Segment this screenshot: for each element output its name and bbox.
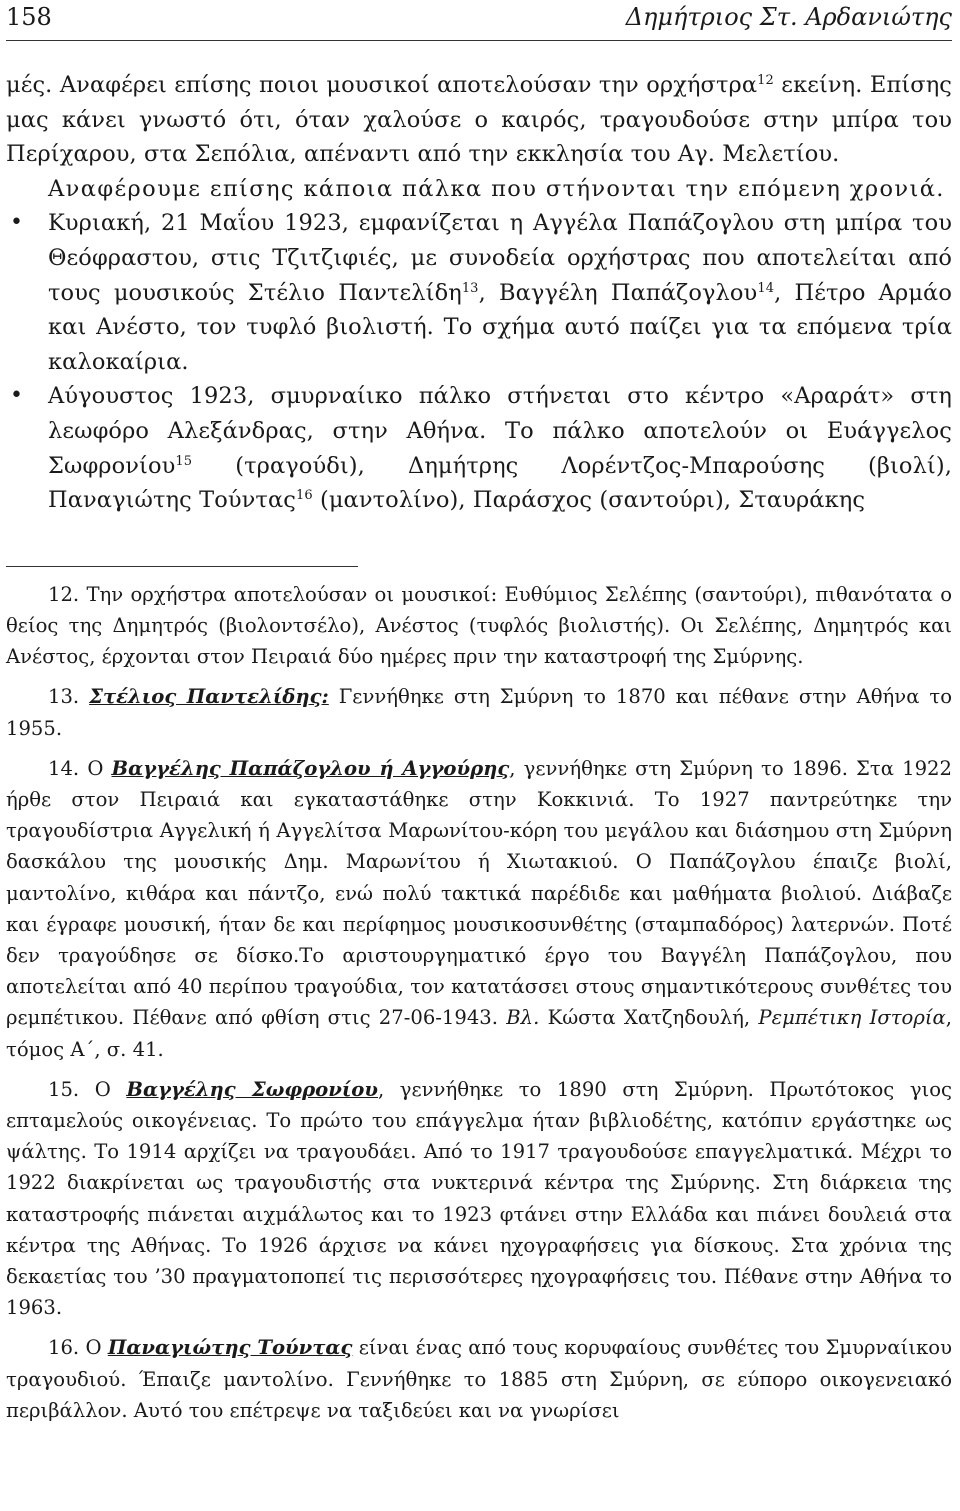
footnote-text: Γεννήθηκε στη Σμύρνη το 1870 και πέθανε στην Αθήνα το 1955. <box>6 685 953 740</box>
events-list <box>6 206 952 517</box>
bullet-icon: • <box>10 210 24 236</box>
page-number: 158 <box>6 3 52 31</box>
events-intro-paragraph: Αναφέρουμε επίσης κάποια πάλκα που στήνονται την επόμενη χρονιά. <box>48 175 945 202</box>
footnotes <box>6 579 952 1426</box>
footnote-15 <box>6 1074 952 1324</box>
footnote-ref-12[interactable]: 12 <box>757 73 774 88</box>
footnote-text: είναι ένας από τους κορυφαίους συνθέτες του Σμυρναίικου τραγουδιού. Έπαιζε μαντολίνο. Γεννήθηκε το 1885 στη Σμύρνη, σε εύπορο οικογενειακό περιβάλλον. Αυτό του επέτρεψε να ταξιδεύει και να γνωρίσει <box>6 1336 952 1422</box>
footnote-12 <box>6 579 952 673</box>
event-2-text-1: Αύγουστος 1923, σμυρναίικο πάλκο στήνεται στο κέντρο «Αραράτ» στη λεωφόρο Αλεξάνδρας, στην Αθήνα. Το πάλκο αποτελούν οι Ευάγγελος Σωφρονίου <box>48 383 952 479</box>
event-2-text-2: (τραγούδι), Δημήτρης Λορέντζος-Μπαρούσης (βιολί), Παναγιώτης Τούντας <box>48 452 952 514</box>
footnote-number: 14. <box>48 756 80 780</box>
footnote-ref-14[interactable]: 14 <box>757 280 775 296</box>
footnote-number: 15. <box>48 1077 80 1101</box>
footnote-article: Ο <box>79 756 112 780</box>
footnote-article: Ο <box>79 1336 108 1360</box>
footnote-ref-16[interactable]: 16 <box>295 488 313 504</box>
footnote-text: Την ορχήστρα αποτελούσαν οι μουσικοί: Ευθύμιος Σελέπης (σαντούρι), πιθανότατα ο θείος της Δημητρός (βιολοντσέλο), Ανέστος (τυφλός βιολιστής). Οι Σελέπης, Δημητρός και Ανέστος, έρχονται στον Πειραιά δύο ημέρες πριν την καταστροφή της Σμύρνης. <box>6 582 952 669</box>
footnote-person-name: Βαγγέλης Παπάζογλου ή Αγγούρης <box>111 756 510 780</box>
footnote-person-name: Βαγγέλης Σωφρονίου <box>126 1077 378 1101</box>
footnote-number: 16. <box>48 1336 80 1360</box>
footnote-article: Ο <box>79 1077 127 1101</box>
event-1-text-1: Κυριακή, 21 Μαΐου 1923, εμφανίζεται η Αγγέλα Παπάζογλου στη μπίρα του Θεόφραστου, στις Τζιτζιφιές, με συνοδεία ορχήστρας που αποτελείται από τους μουσικούς Στέλιο Παντελίδη <box>48 210 952 306</box>
footnote-ref-author: Κώστα Χατζηδουλή, <box>539 1006 759 1030</box>
footnote-14 <box>6 753 952 1065</box>
footnote-ref-15[interactable]: 15 <box>175 453 193 469</box>
footnote-ref-abbrev: Βλ. <box>506 1006 540 1030</box>
intro-text-2: εκείνη. Επίσης μας κάνει γνωστό ότι, όταν χαλούσε ο καιρός, τραγουδούσε στην μπίρα του Περίχαρου, στα Σεπόλια, απέναντι από την εκκλησία του Αγ. Μελετίου. <box>6 72 952 168</box>
bullet-icon: • <box>10 383 24 409</box>
list-item <box>6 379 952 517</box>
event-2-text-3: (μαντολίνο), Παράσχος (σαντούρι), Σταυράκης <box>312 487 866 514</box>
footnote-ref-13[interactable]: 13 <box>461 280 479 296</box>
intro-text-1: μές. Αναφέρει επίσης ποιοι μουσικοί αποτελούσαν την ορχήστρα <box>6 72 758 98</box>
footnote-text: , γεννήθηκε στη Σμύρνη το 1896. Στα 1922 ήρθε στον Πειραιά και εγκαταστάθηκε στην Κοκκινιά. Το 1927 παντρεύτηκε την τραγουδίστρια Αγγελική ή Αγγελίτσα Μαρωνίτου-κόρη του μεγάλου και διάσημου στη Σμύρνη δασκάλου της μουσικής Δημ. Μαρωνίτου ή Χιωτακιού. Ο Παπάζογλου έπαιζε βιολί, μαντολίνο, κιθάρα και πάντζο, ενώ πολύ τακτικά παρέδιδε και μαθήματα βιολιού. Διάβαζε και έγραφε μουσική, ήταν δε και περίφημος μουσικοσυνθέτης (σταμπαδόρος) λατερνών. Ποτέ δεν τραγούδησε σε δίσκο.Το αριστουργηματικό έργο του Βαγγέλη Παπάζογλου, που αποτελείται από 40 περίπου τραγούδια, τον κατατάσσει στους σημαντικότερους συνθέτες του ρεμπέτικου. Πέθανε από φθίση στις 27-06-1943. <box>6 756 952 1030</box>
footnote-number: 13. <box>48 685 80 709</box>
footnote-person-name: Στέλιος Παντελίδης: <box>89 685 329 709</box>
footnote-ref-locator: , τόμος Α΄, σ. 41. <box>6 1006 953 1061</box>
footnote-separator <box>6 566 358 567</box>
footnote-person-name: Παναγιώτης Τούντας <box>107 1336 353 1360</box>
main-text <box>6 68 952 518</box>
intro-paragraph <box>6 68 952 172</box>
footnote-number: 12. <box>48 582 80 606</box>
event-1-text-2: , Βαγγέλη Παπάζογλου <box>478 279 758 306</box>
footnote-ref-title: Ρεμπέτικη Ιστορία <box>758 1006 946 1030</box>
running-header <box>6 0 952 41</box>
running-head-author: Δημήτριος Στ. Αρδανιώτης <box>625 3 952 31</box>
list-item <box>6 206 952 379</box>
footnote-text: , γεννήθηκε το 1890 στη Σμύρνη. Πρωτότοκος γιος επταμελούς οικογένειας. Το πρώτο του επάγγελμα ήταν βιβλιοδέτης, κατόπιν εργάστηκε ως ψάλτης. Το 1914 αρχίζει να τραγουδάει. Από το 1917 τραγουδούσε επαγγελματικά. Μέχρι το 1922 διακρίνεται ως τραγουδιστής στα νυκτερινά κέντρα της Σμύρνης. Στη διάρκεια της καταστροφής πιάνεται αιχμάλωτος και το 1923 φτάνει στην Ελλάδα και πιάνει δουλειά στα κέντρα της Αθήνας. Το 1926 άρχισε να κάνει ηχογραφήσεις για δίσκους. Στα χρόνια της δεκαετίας του ’30 πραγματοποπεί τις περισσότερες ηχογραφήσεις του. Πέθανε στην Αθήνα το 1963. <box>6 1077 952 1320</box>
footnote-13 <box>6 681 952 743</box>
footnote-16 <box>6 1332 952 1426</box>
event-1-text-3: , Πέτρο Αρμάο και Ανέστο, τον τυφλό βιολιστή. Το σχήμα αυτό παίζει για τα επόμενα τρία καλοκαίρια. <box>48 279 952 375</box>
